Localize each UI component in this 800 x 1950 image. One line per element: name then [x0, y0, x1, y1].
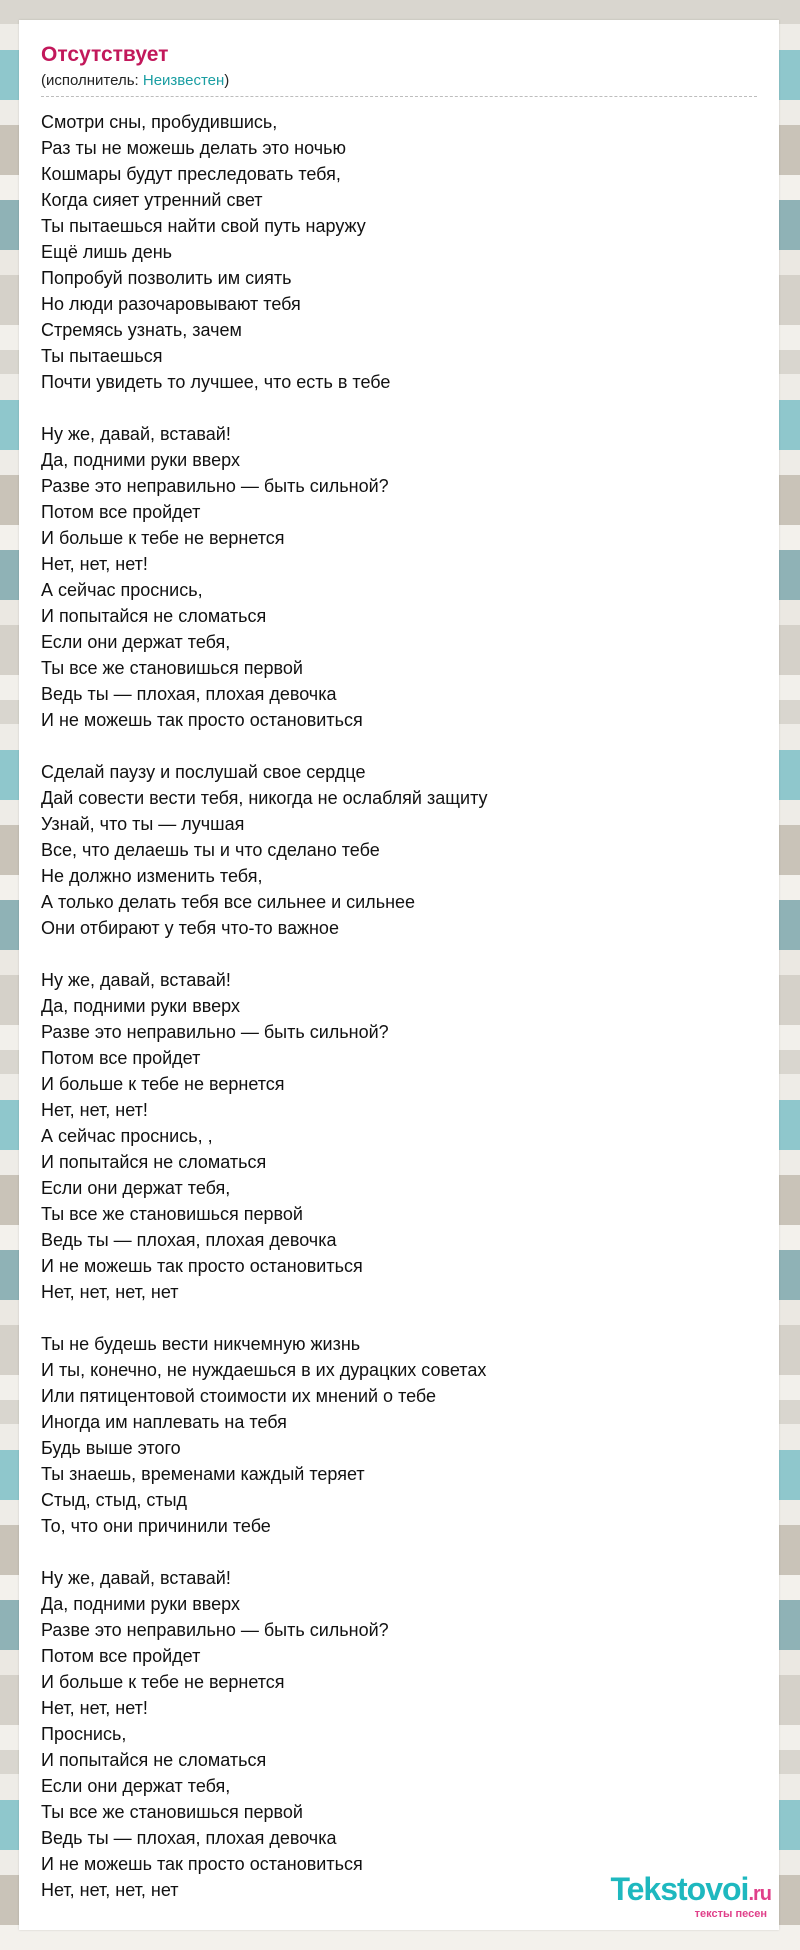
lyric-line: И больше к тебе не вернется — [41, 528, 285, 548]
lyric-line: Если они держат тебя, — [41, 632, 231, 652]
lyric-line: Если они держат тебя, — [41, 1178, 231, 1198]
lyric-line: Ведь ты — плохая, плохая девочка — [41, 1828, 337, 1848]
lyric-line: Узнай, что ты — лучшая — [41, 814, 245, 834]
lyric-line: Не должно изменить тебя, — [41, 866, 263, 886]
lyric-line: Стыд, стыд, стыд — [41, 1490, 188, 1510]
lyric-line: Смотри сны, пробудившись, — [41, 112, 278, 132]
lyric-line: Ведь ты — плохая, плохая девочка — [41, 684, 337, 704]
lyric-line: Да, подними руки вверх — [41, 1594, 240, 1614]
site-logo[interactable] — [610, 1873, 771, 1920]
logo-tld: .ru — [748, 1883, 771, 1905]
logo-subtitle: тексты песен — [694, 1908, 767, 1920]
logo-main-text: Tekstovoi — [610, 1871, 749, 1907]
lyric-line: И больше к тебе не вернется — [41, 1672, 285, 1692]
lyric-line: То, что они причинили тебе — [41, 1516, 271, 1536]
lyric-line: И больше к тебе не вернется — [41, 1074, 285, 1094]
lyric-line: Проснись, — [41, 1724, 127, 1744]
lyric-line: Ты все же становишься первой — [41, 1802, 303, 1822]
lyric-line — [41, 1305, 757, 1331]
lyric-line: Кошмары будут преследовать тебя, — [41, 164, 341, 184]
lyric-line: Почти увидеть то лучшее, что есть в тебе — [41, 372, 391, 392]
lyric-line: Иногда им наплевать на тебя — [41, 1412, 287, 1432]
lyric-line: И не можешь так просто остановиться — [41, 710, 363, 730]
lyric-line: Стремясь узнать, зачем — [41, 320, 242, 340]
lyric-line: Или пятицентовой стоимости их мнений о тебе — [41, 1386, 437, 1406]
lyric-line: Раз ты не можешь делать это ночью — [41, 138, 346, 158]
lyric-line: И попытайся не сломаться — [41, 606, 267, 626]
lyric-line: Нет, нет, нет! — [41, 554, 148, 574]
lyric-line: А только делать тебя все сильнее и сильнее — [41, 892, 416, 912]
lyric-line: А сейчас проснись, , — [41, 1126, 213, 1146]
lyric-line: Все, что делаешь ты и что сделано тебе — [41, 840, 380, 860]
lyric-line: Разве это неправильно — быть сильной? — [41, 1620, 389, 1640]
lyric-line: Дай совести вести тебя, никогда не ослабляй защиту — [41, 788, 488, 808]
logo-wordmark — [610, 1873, 771, 1910]
lyric-line: Если они держат тебя, — [41, 1776, 231, 1796]
lyric-line: Нет, нет, нет, нет — [41, 1282, 179, 1302]
lyric-line: И попытайся не сломаться — [41, 1152, 267, 1172]
lyric-line: Ты не будешь вести никчемную жизнь — [41, 1334, 361, 1354]
lyric-line: Но люди разочаровывают тебя — [41, 294, 301, 314]
artist-prefix: (исполнитель: — [41, 72, 143, 89]
lyric-line: Нет, нет, нет! — [41, 1100, 148, 1120]
lyric-line: Будь выше этого — [41, 1438, 181, 1458]
lyric-line: Они отбирают у тебя что-то важное — [41, 918, 339, 938]
lyric-line: Ну же, давай, вставай! — [41, 424, 231, 444]
lyric-line: Разве это неправильно — быть сильной? — [41, 1022, 389, 1042]
lyric-line: Да, подними руки вверх — [41, 996, 240, 1016]
lyrics-text — [41, 109, 757, 1903]
lyric-line: И ты, конечно, не нуждаешься в их дурацких советах — [41, 1360, 487, 1380]
lyric-line — [41, 395, 757, 421]
lyric-line: И не можешь так просто остановиться — [41, 1854, 363, 1874]
lyric-line: Нет, нет, нет! — [41, 1698, 148, 1718]
lyric-line: А сейчас проснись, — [41, 580, 203, 600]
lyric-line: Ты знаешь, временами каждый теряет — [41, 1464, 365, 1484]
lyric-line: Сделай паузу и послушай свое сердце — [41, 762, 366, 782]
lyric-line: Ты пытаешься — [41, 346, 163, 366]
lyric-line: Потом все пройдет — [41, 502, 201, 522]
lyrics-card — [19, 20, 779, 1930]
lyric-line: Потом все пройдет — [41, 1646, 201, 1666]
lyric-line: Ведь ты — плохая, плохая девочка — [41, 1230, 337, 1250]
lyric-line: Ну же, давай, вставай! — [41, 970, 231, 990]
lyric-line: Попробуй позволить им сиять — [41, 268, 292, 288]
artist-suffix: ) — [224, 72, 230, 89]
artist-line — [41, 72, 757, 97]
lyric-line — [41, 941, 757, 967]
artist-link[interactable]: Неизвестен — [142, 72, 225, 89]
lyric-line: Ты все же становишься первой — [41, 658, 303, 678]
lyric-line: Да, подними руки вверх — [41, 450, 240, 470]
lyric-line: Потом все пройдет — [41, 1048, 201, 1068]
lyric-line: Нет, нет, нет, нет — [41, 1880, 179, 1900]
lyric-line: И попытайся не сломаться — [41, 1750, 267, 1770]
song-title: Отсутствует — [41, 43, 169, 66]
lyric-line — [41, 1539, 757, 1565]
lyric-line: Разве это неправильно — быть сильной? — [41, 476, 389, 496]
lyric-line: И не можешь так просто остановиться — [41, 1256, 363, 1276]
lyric-line: Ну же, давай, вставай! — [41, 1568, 231, 1588]
lyric-line — [41, 733, 757, 759]
lyric-line: Ты все же становишься первой — [41, 1204, 303, 1224]
lyric-line: Ещё лишь день — [41, 242, 173, 262]
lyric-line: Когда сияет утренний свет — [41, 190, 263, 210]
lyric-line: Ты пытаешься найти свой путь наружу — [41, 216, 366, 236]
